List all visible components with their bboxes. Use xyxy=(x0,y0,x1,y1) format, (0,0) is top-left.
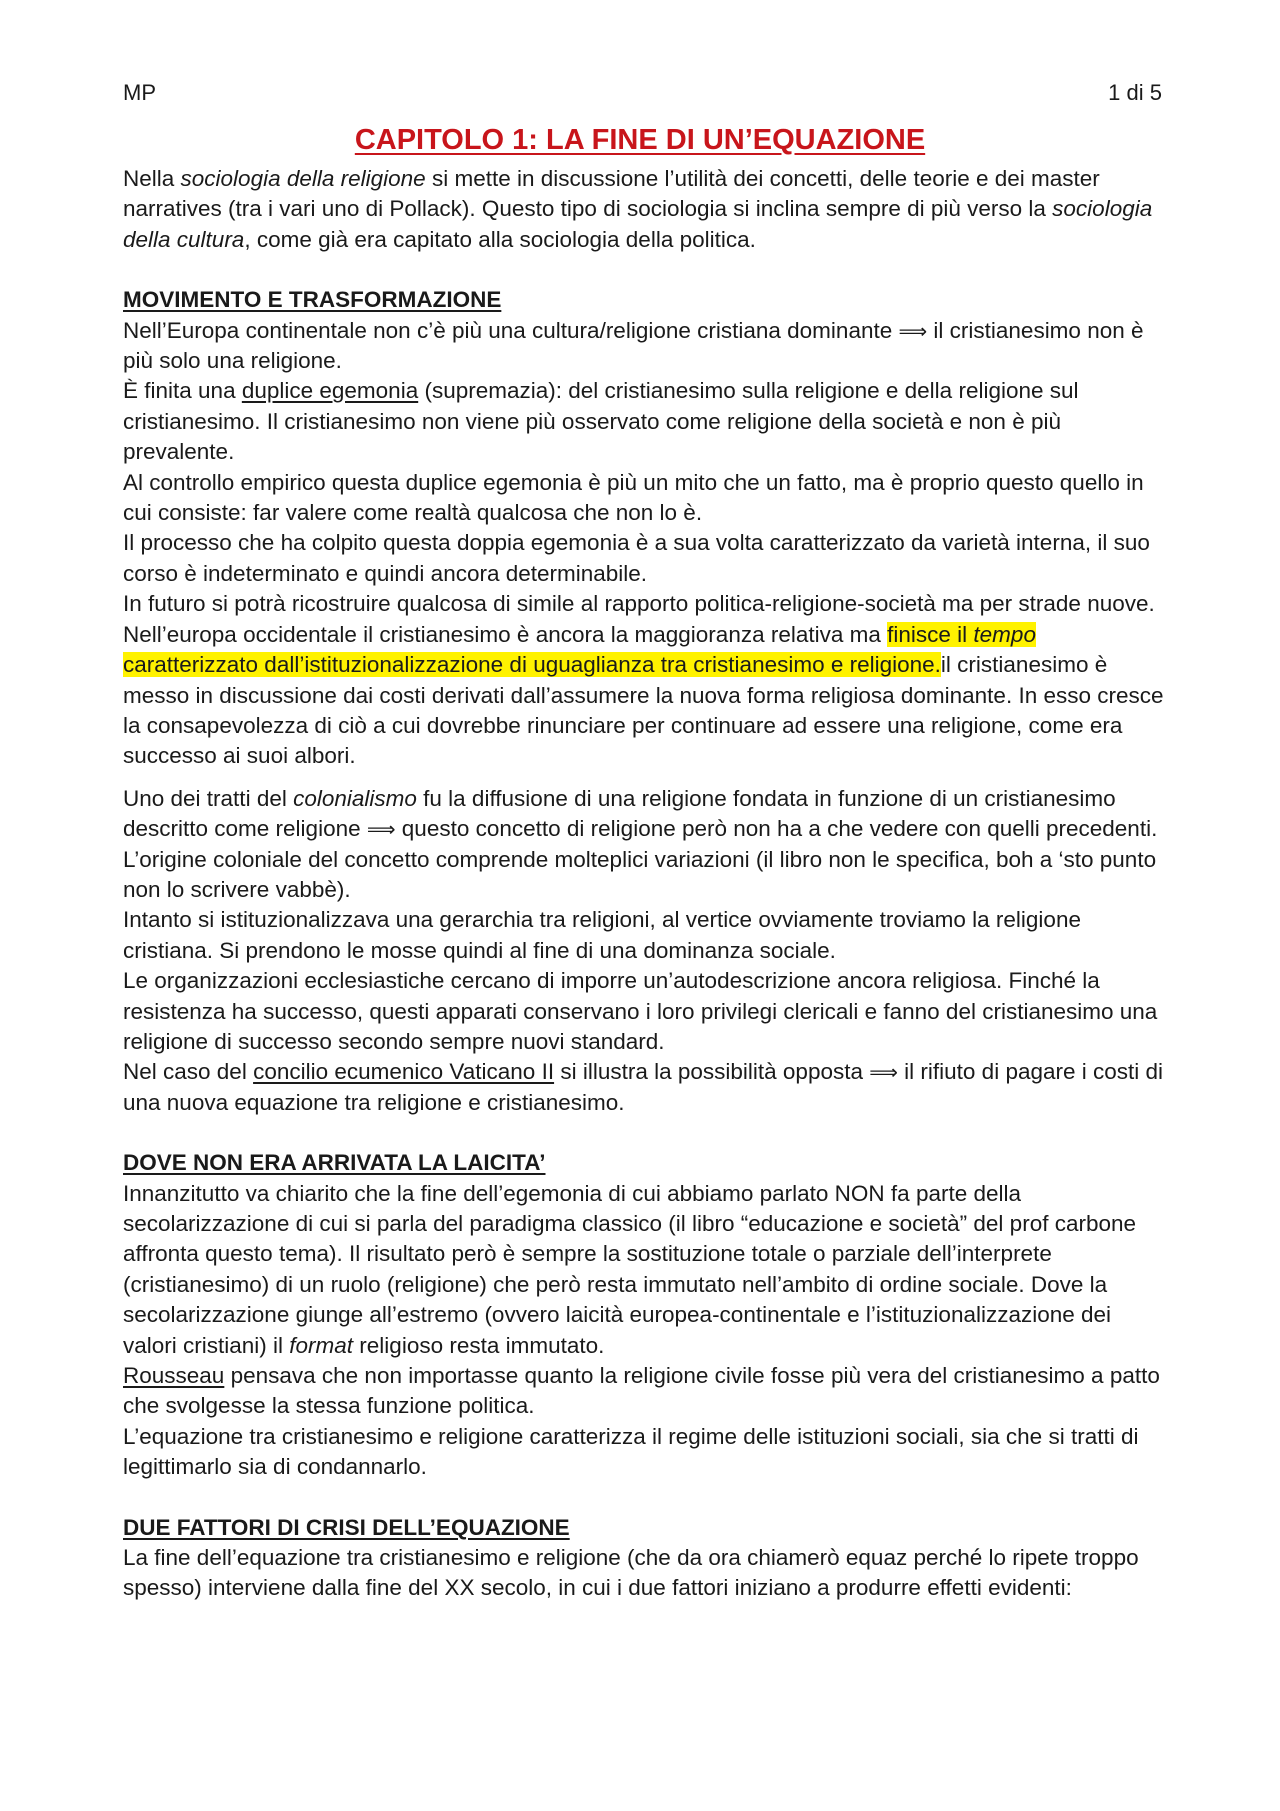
paragraph: Uno dei tratti del colonialismo fu la diffusione di una religione fondata in funzione di un cristianesimo descritto come religione ⟹ questo concetto di religione però non ha a che vedere con quelli precedenti. L’origine coloniale del concetto comprende molteplici variazioni (il libro non le specifica, boh a ‘sto punto non lo scrivere vabbè). xyxy=(123,785,1158,902)
document-body xyxy=(123,164,1168,1604)
section-heading-movimento: MOVIMENTO E TRASFORMAZIONE xyxy=(123,287,502,313)
implies-arrow-icon: ⟹ xyxy=(869,1060,898,1085)
implies-arrow-icon: ⟹ xyxy=(366,817,396,842)
paragraph: L’equazione tra cristianesimo e religione caratterizza il regime delle istituzioni sociali, sia che si tratti di legittimarlo sia di condannarlo. xyxy=(123,1423,1139,1480)
paragraph: In futuro si potrà ricostruire qualcosa di simile al rapporto politica-religione-società ma per strade nuove. Nell’europa occidentale il cristianesimo è ancora la maggioranza relativa ma finisce il tempo caratterizzato dall’istituzionalizzazione di uguaglianza tra cristianesimo e religione.il cristianesimo è messo in discussione dai costi derivati dall’assumere la nuova forma religiosa dominante. In esso cresce la consapevolezza di ciò a cui dovrebbe rinunciare per continuare ad essere una religione, come era successo ai suoi albori. xyxy=(123,591,1164,769)
paragraph: Al controllo empirico questa duplice egemonia è più un mito che un fatto, ma è proprio questo quello in cui consiste: far valere come realtà qualcosa che non lo è. xyxy=(123,469,1144,526)
intro-paragraph: Nella sociologia della religione si mette in discussione l’utilità dei concetti, delle teorie e dei master narratives (tra i vari uno di Pollack). Questo tipo di sociologia si inclina sempre di più verso la sociologia della cultura, come già era capitato alla sociologia della politica. xyxy=(123,166,1153,252)
highlighted-text: finisce il tempo caratterizzato dall’istituzionalizzazione di uguaglianza tra cristianesimo e religione. xyxy=(123,621,1036,678)
header-author: MP xyxy=(123,80,156,105)
paragraph: Nel caso del concilio ecumenico Vaticano II si illustra la possibilità opposta ⟹ il rifiuto di pagare i costi di una nuova equazione tra religione e cristianesimo. xyxy=(123,1059,1164,1115)
paragraph: Rousseau pensava che non importasse quanto la religione civile fosse più vera del cristianesimo a patto che svolgesse la stessa funzione politica. xyxy=(123,1363,1160,1419)
paragraph: Innanzitutto va chiarito che la fine dell’egemonia di cui abbiamo parlato NON fa parte della secolarizzazione di cui si parla del paradigma classico (il libro “educazione e società” del prof carbone affronta questo tema). Il risultato però è sempre la sostituzione totale o parziale dell’interprete (cristianesimo) di un ruolo (religione) che però resta immutato nell’ambito di ordine sociale. Dove la secolarizzazione giunge all’estremo (ovvero laicità europea-continentale e l’istituzionalizzazione dei valori cristiani) il format religioso resta immutato. xyxy=(123,1180,1137,1358)
section-heading-laicita: DOVE NON ERA ARRIVATA LA LAICITA’ xyxy=(123,1150,546,1176)
paragraph: Nell’Europa continentale non c’è più una cultura/religione cristiana dominante ⟹ il cristianesimo non è più solo una religione. xyxy=(123,317,1144,374)
chapter-title: CAPITOLO 1: LA FINE DI UN’EQUAZIONE xyxy=(354,124,926,156)
paragraph: Le organizzazioni ecclesiastiche cercano di imporre un’autodescrizione ancora religiosa. Finché la resistenza ha successo, questi apparati conservano i loro privilegi clericali e fanno del cristianesimo una religione di successo secondo sempre nuovi standard. xyxy=(123,968,1158,1054)
paragraph: È finita una duplice egemonia (supremazia): del cristianesimo sulla religione e della religione sul cristianesimo. Il cristianesimo non viene più osservato come religione della società e non è più prevalente. xyxy=(123,378,1079,465)
paragraph: Intanto si istituzionalizzava una gerarchia tra religioni, al vertice ovviamente troviamo la religione cristiana. Si prendono le mosse quindi al fine di una dominanza sociale. xyxy=(123,907,1081,963)
implies-arrow-icon: ⟹ xyxy=(898,318,928,343)
page-number: 1 di 5 xyxy=(1108,80,1162,105)
paragraph: La fine dell’equazione tra cristianesimo e religione (che da ora chiamerò equaz perché lo ripete troppo spesso) interviene dalla fine del XX secolo, in cui i due fattori iniziano a produrre effetti evidenti: xyxy=(123,1545,1139,1601)
section-heading-fattori: DUE FATTORI DI CRISI DELL’EQUAZIONE xyxy=(123,1514,570,1540)
paragraph: Il processo che ha colpito questa doppia egemonia è a sua volta caratterizzato da varietà interna, il suo corso è indeterminato e quindi ancora determinabile. xyxy=(123,530,1150,586)
